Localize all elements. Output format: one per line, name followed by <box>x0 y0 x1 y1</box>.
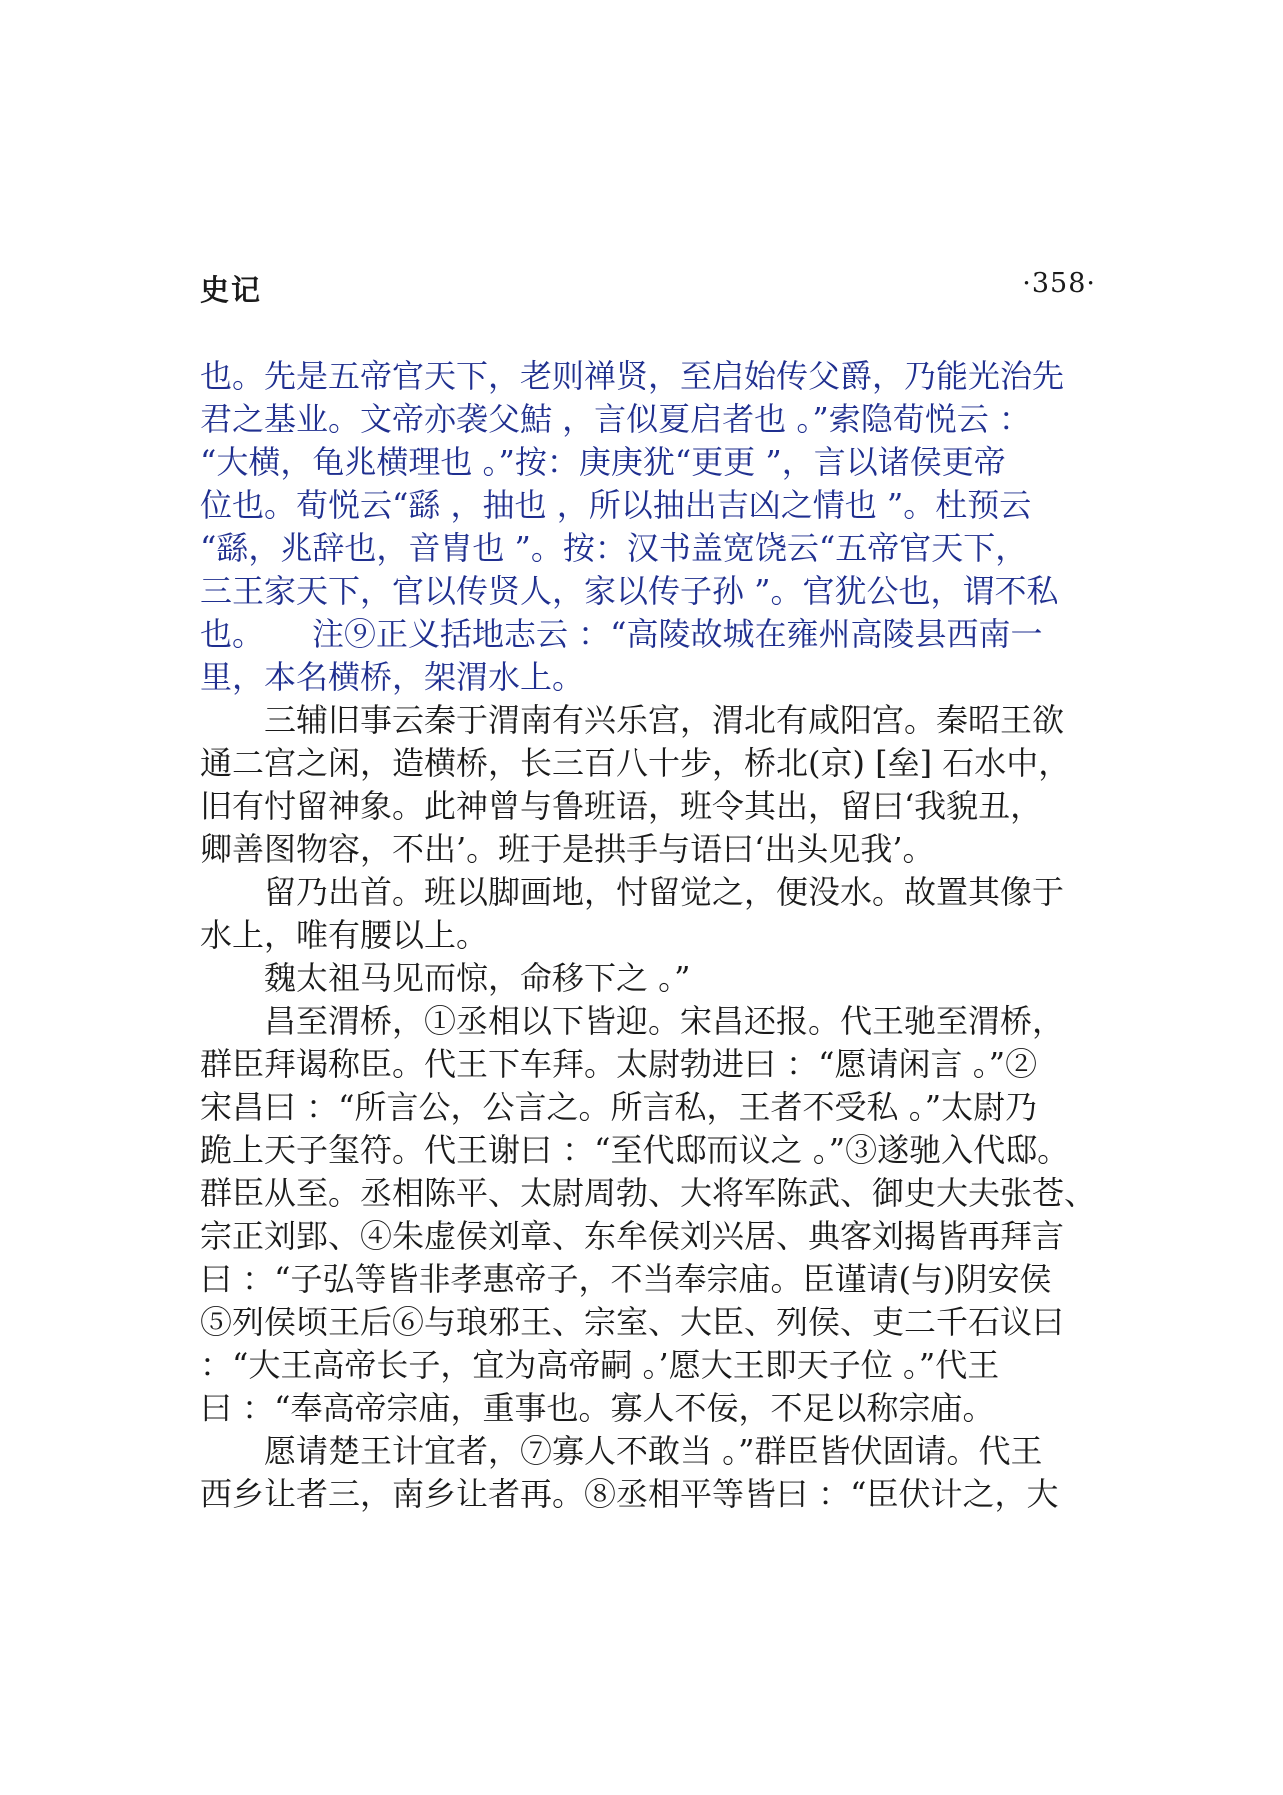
text-line: 西乡让者三，南乡让者再。⑧丞相平等皆曰 ：“臣伏计之，大 <box>200 1475 1059 1513</box>
text-line: 三辅旧事云秦于渭南有兴乐宫，渭北有咸阳宫。秦昭王欲 <box>264 701 1065 739</box>
text-line: 魏太祖马见而惊，命移下之 。” <box>264 959 691 997</box>
text-line: 跪上天子玺符。代王谢曰 ：“至代邸而议之 。”③遂驰入代邸。 <box>200 1131 1070 1169</box>
text-line: 留乃出首。班以脚画地，忖留觉之，便没水。故置其像于 <box>264 873 1065 911</box>
text-line: 旧有忖留神象。此神曾与鲁班语，班令其出，留曰‘我貌丑， <box>200 787 1043 825</box>
text-line: 卿善图物容，不出’。班于是拱手与语曰‘出头见我’。 <box>200 830 935 868</box>
text-line: 曰 ：“奉高帝宗庙，重事也。寡人不佞，不足以称宗庙。 <box>200 1389 995 1427</box>
commentary-line: “繇，兆辞也，音胄也 ”。按：汉书盖宽饶云“五帝官天下， <box>200 529 1028 567</box>
text-line: 水上，唯有腰以上。 <box>200 916 489 954</box>
page-number: ·358· <box>1022 268 1096 299</box>
text-line: 愿请楚王计宜者，⑦寡人不敢当 。”群臣皆伏固请。代王 <box>264 1432 1043 1470</box>
body-text <box>200 355 1100 1516</box>
text-line: 宋昌曰 ：“所言公，公言之。所言私，王者不受私 。”太尉乃 <box>200 1088 1038 1126</box>
text-line: 群臣拜谒称臣。代王下车拜。太尉勃进曰 ：“愿请闲言 。”② <box>200 1045 1038 1083</box>
text-line: 昌至渭桥，①丞相以下皆迎。宋昌还报。代王驰至渭桥， <box>264 1002 1065 1040</box>
book-title: 史记 <box>200 273 263 307</box>
text-line: ⑤列侯顷王后⑥与琅邪王、宗室、大臣、列侯、吏二千石议曰 <box>200 1303 1065 1341</box>
text-line: 通二宫之闲，造横桥，长三百八十步，桥北(京) [垒] 石水中， <box>200 744 1071 782</box>
text-line: 曰 ：“子弘等皆非孝惠帝子，不当奉宗庙。臣谨请(与)阴安侯 <box>200 1260 1052 1298</box>
running-header <box>200 268 1096 308</box>
text-line: ：“大王高帝长子，宜为高帝嗣 。’愿大王即天子位 。”代王 <box>200 1346 1000 1384</box>
commentary-line: 也。 注⑨正义括地志云 ：“高陵故城在雍州高陵县西南一 <box>200 615 1043 653</box>
commentary-line: 君之基业。文帝亦袭父鮚 ，言似夏启者也 。”索隐荀悦云 ： <box>200 400 1031 438</box>
commentary-line: 三王家天下，官以传贤人，家以传子孙 ”。官犹公也，谓不私 <box>200 572 1059 610</box>
text-line: 宗正刘郢、④朱虚侯刘章、东牟侯刘兴居、典客刘揭皆再拜言 <box>200 1217 1065 1255</box>
text-line: 群臣从至。丞相陈平、太尉周勃、大将军陈武、御史大夫张苍、 <box>200 1174 1097 1212</box>
commentary-line: 也。先是五帝官天下，老则禅贤，至启始传父爵，乃能光治先 <box>200 357 1065 395</box>
commentary-line: “大横，龟兆横理也 。”按：庚庚犹“更更 ”，言以诸侯更帝 <box>200 443 1006 481</box>
commentary-line: 位也。荀悦云“繇 ，抽也 ，所以抽出吉凶之情也 ”。杜预云 <box>200 486 1032 524</box>
commentary-line: 里，本名横桥，架渭水上。 <box>200 658 585 696</box>
